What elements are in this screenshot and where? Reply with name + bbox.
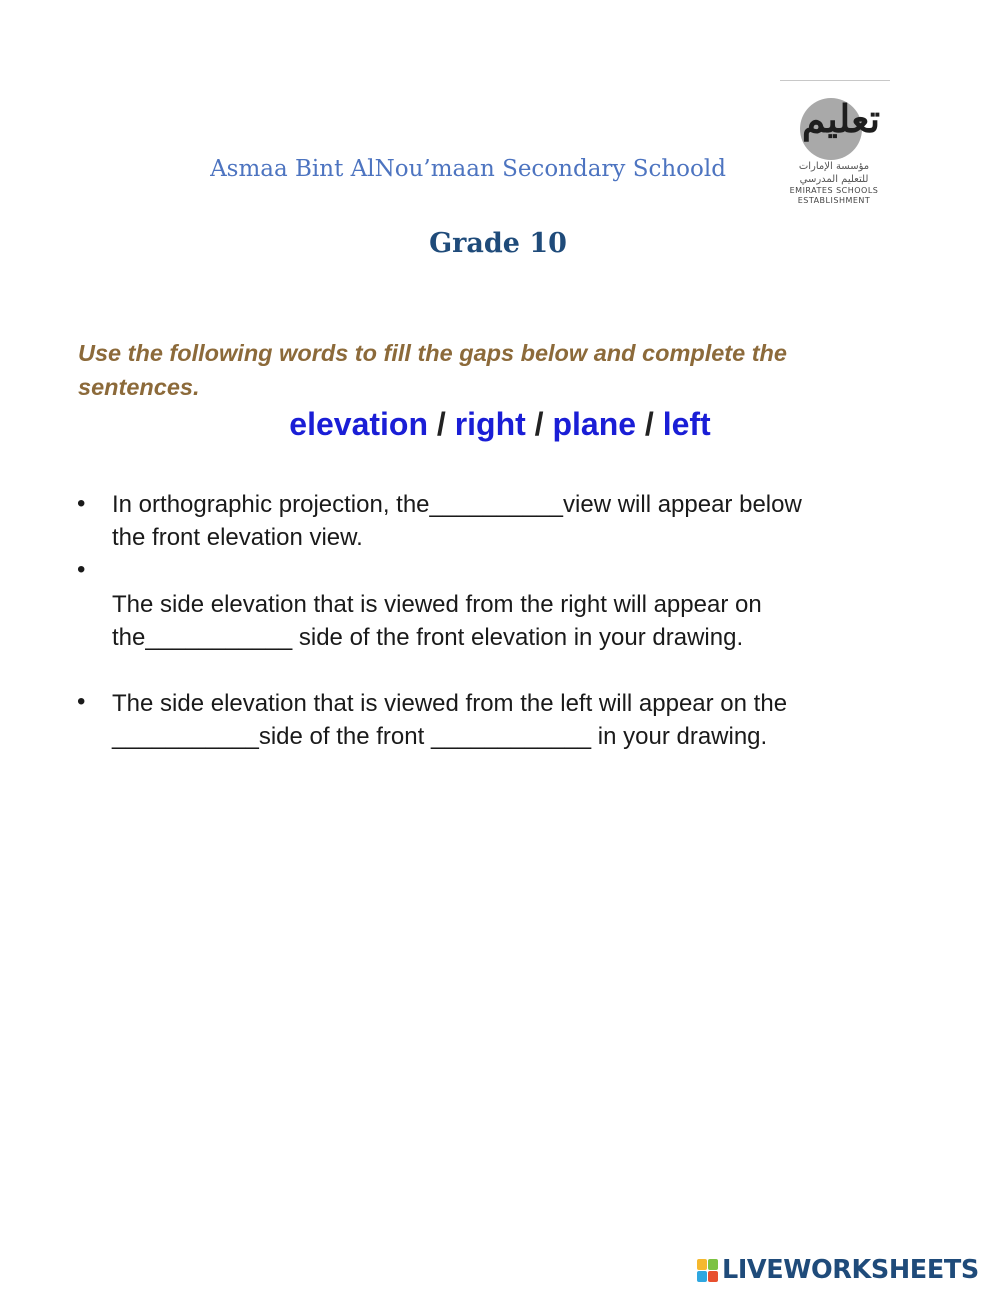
logo-english-text [782, 186, 886, 206]
grade-title: Grade 10 [429, 228, 567, 259]
sentence-2-line2 [112, 621, 743, 654]
sentence-text: in your drawing. [591, 723, 768, 750]
bullet: • [77, 490, 86, 517]
instruction-text [78, 336, 938, 404]
sentence-3-line2 [112, 720, 767, 753]
word-separator: / [644, 406, 654, 442]
word-right: right [454, 406, 526, 442]
emirates-schools-logo-icon [778, 80, 892, 208]
liveworksheets-brand [697, 1255, 997, 1287]
sentence-2-line1: The side elevation that is viewed from the right will appear on [112, 591, 762, 618]
instruction-line1: Use the following words to fill the gaps below and complete the [78, 340, 787, 366]
logo-english-line1: EMIRATES SCHOOLS [789, 186, 879, 195]
gap-blank-3[interactable]: ___________ [112, 723, 259, 750]
logo-arabic-line1: مؤسسة الإمارات [798, 161, 870, 172]
school-name: Asmaa Bint AlNou’maan Secondary Schoold [210, 156, 726, 182]
logo-arabic-line2: للتعليم المدرسي [799, 174, 869, 185]
sentence-text: side of the front [258, 723, 431, 750]
logo-arabic-text [782, 160, 886, 186]
sentence-1-line2: the front elevation view. [112, 524, 363, 551]
word-separator: / [436, 406, 446, 442]
logo-rule [780, 80, 890, 81]
sentence-3-line1: The side elevation that is viewed from the left will appear on the [112, 690, 788, 717]
word-elevation: elevation [289, 406, 429, 442]
word-bank [0, 402, 1000, 446]
word-plane: plane [552, 406, 637, 442]
gap-blank-1[interactable]: __________ [429, 491, 564, 518]
instruction-line2: sentences. [78, 374, 200, 400]
bullet: • [77, 688, 86, 715]
sentence-text: view will appear below [563, 491, 802, 518]
word-separator: / [534, 406, 544, 442]
sentence-text: side of the front elevation in your drawing. [292, 624, 744, 651]
logo-english-line2: ESTABLISHMENT [797, 196, 871, 205]
liveworksheets-logo-icon [697, 1259, 719, 1283]
gap-blank-2[interactable]: ___________ [145, 624, 293, 651]
bullet: • [77, 556, 86, 583]
gap-blank-4[interactable]: ____________ [430, 723, 592, 750]
sentence-1-line1 [112, 488, 802, 521]
logo-script: تعليم [801, 96, 881, 141]
sentence-text: In orthographic projection, the [112, 491, 430, 518]
word-left: left [662, 406, 711, 442]
sentence-text: the [112, 624, 146, 651]
brand-text: LIVEWORKSHEETS [722, 1255, 979, 1285]
